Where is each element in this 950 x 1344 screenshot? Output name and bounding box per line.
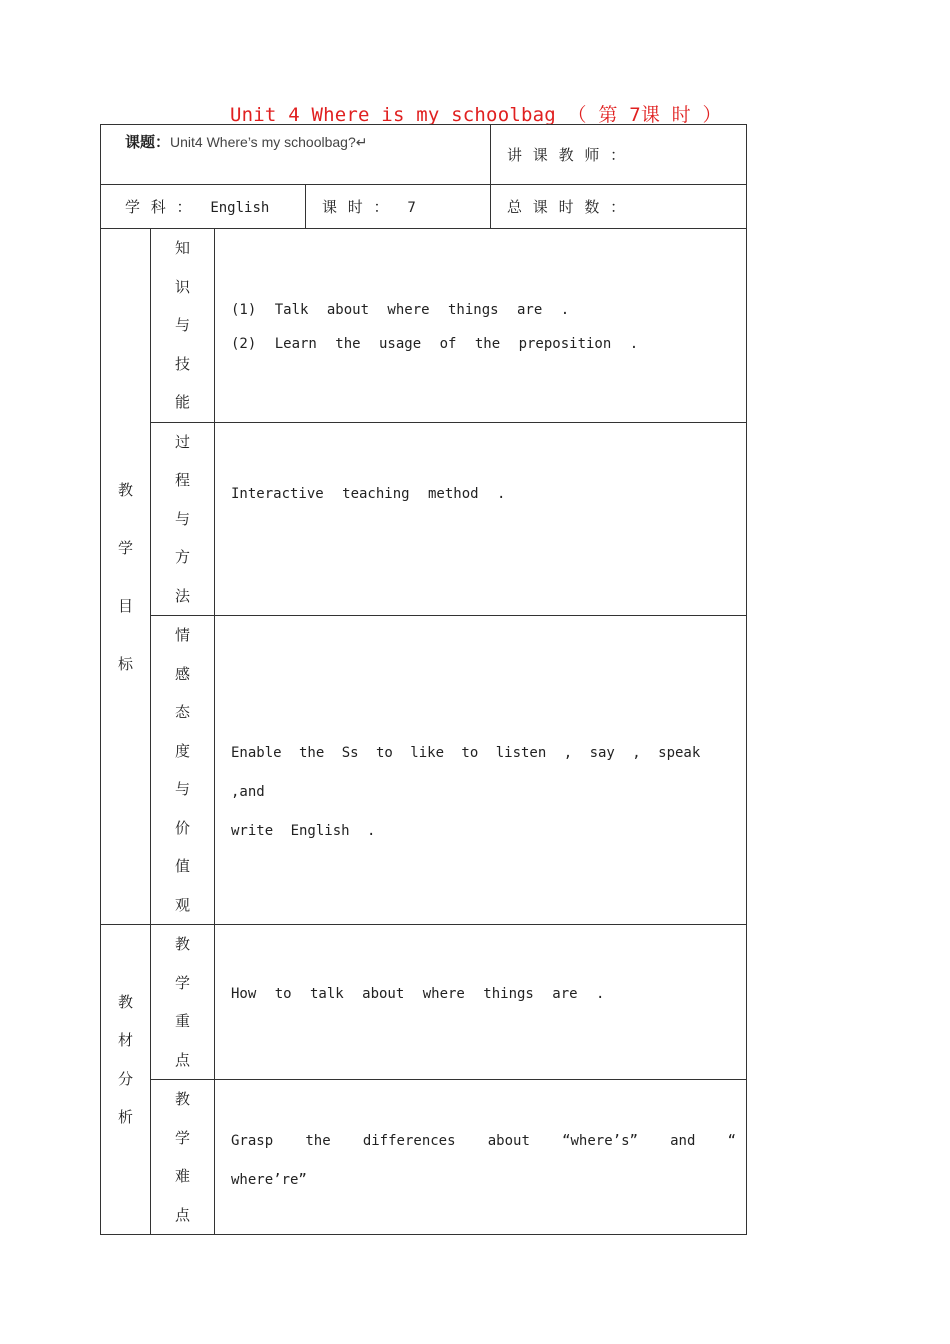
process-line-1: Interactive teaching method . bbox=[231, 485, 506, 502]
subject-value: English bbox=[210, 200, 270, 216]
subject-label: 学 科 ： bbox=[125, 198, 192, 216]
topic-label: 课题： bbox=[125, 134, 171, 151]
process-label-cell bbox=[151, 422, 215, 616]
knowledge-content bbox=[215, 229, 747, 423]
knowledge-label: 知 识 与 技 能 bbox=[174, 239, 190, 411]
topic-row bbox=[101, 125, 747, 185]
knowledge-line-2: (2) Learn the usage of the preposition . bbox=[231, 336, 639, 352]
objectives-group bbox=[101, 229, 151, 925]
emotion-line-2: write English . bbox=[231, 823, 376, 839]
process-content bbox=[215, 422, 747, 616]
emotion-label: 情 感 态 度 与 价 值 观 bbox=[174, 626, 190, 914]
analysis-group-label: 教 材 分 析 bbox=[117, 992, 133, 1126]
difficult-points-row bbox=[101, 1080, 747, 1235]
knowledge-line-1: (1) Talk about where things are . bbox=[231, 302, 570, 318]
document-title: Unit 4 Where is my schoolbag （ 第 7课 时 ） bbox=[230, 104, 722, 126]
emotion-content bbox=[215, 616, 747, 925]
difficult-points-content bbox=[215, 1080, 747, 1235]
emotion-line-1: Enable the Ss to like to listen , say , speak ,and bbox=[231, 745, 701, 800]
period-value: 7 bbox=[407, 200, 416, 216]
key-points-content bbox=[215, 925, 747, 1080]
difficult-points-line-1: Grasp the differences about “where’s” and “ bbox=[231, 1133, 737, 1149]
total-periods-label: 总 课 时 数 ： bbox=[507, 198, 626, 216]
difficult-points-line-2: where’re” bbox=[231, 1172, 307, 1188]
subject-row bbox=[101, 185, 747, 229]
difficult-points-label-cell bbox=[151, 1080, 215, 1235]
key-points-row bbox=[101, 925, 747, 1080]
emotion-label-cell bbox=[151, 616, 215, 925]
knowledge-row bbox=[101, 229, 747, 423]
period-label: 课 时 ： bbox=[322, 198, 389, 216]
objectives-group-label: 教 学 目 标 bbox=[117, 480, 133, 673]
key-points-label: 教 学 重 点 bbox=[174, 935, 190, 1069]
process-row bbox=[101, 422, 747, 616]
key-points-label-cell bbox=[151, 925, 215, 1080]
key-points-line-1: How to talk about where things are . bbox=[231, 986, 605, 1002]
analysis-group bbox=[101, 925, 151, 1235]
teacher-label: 讲 课 教 师 ： bbox=[507, 146, 626, 164]
knowledge-label-cell bbox=[151, 229, 215, 423]
topic-value: Unit4 Where’s my schoolbag?↵ bbox=[170, 134, 368, 150]
process-label: 过 程 与 方 法 bbox=[174, 432, 190, 605]
difficult-points-label: 教 学 难 点 bbox=[174, 1090, 190, 1224]
lesson-plan-table bbox=[100, 124, 747, 1235]
emotion-row bbox=[101, 616, 747, 925]
